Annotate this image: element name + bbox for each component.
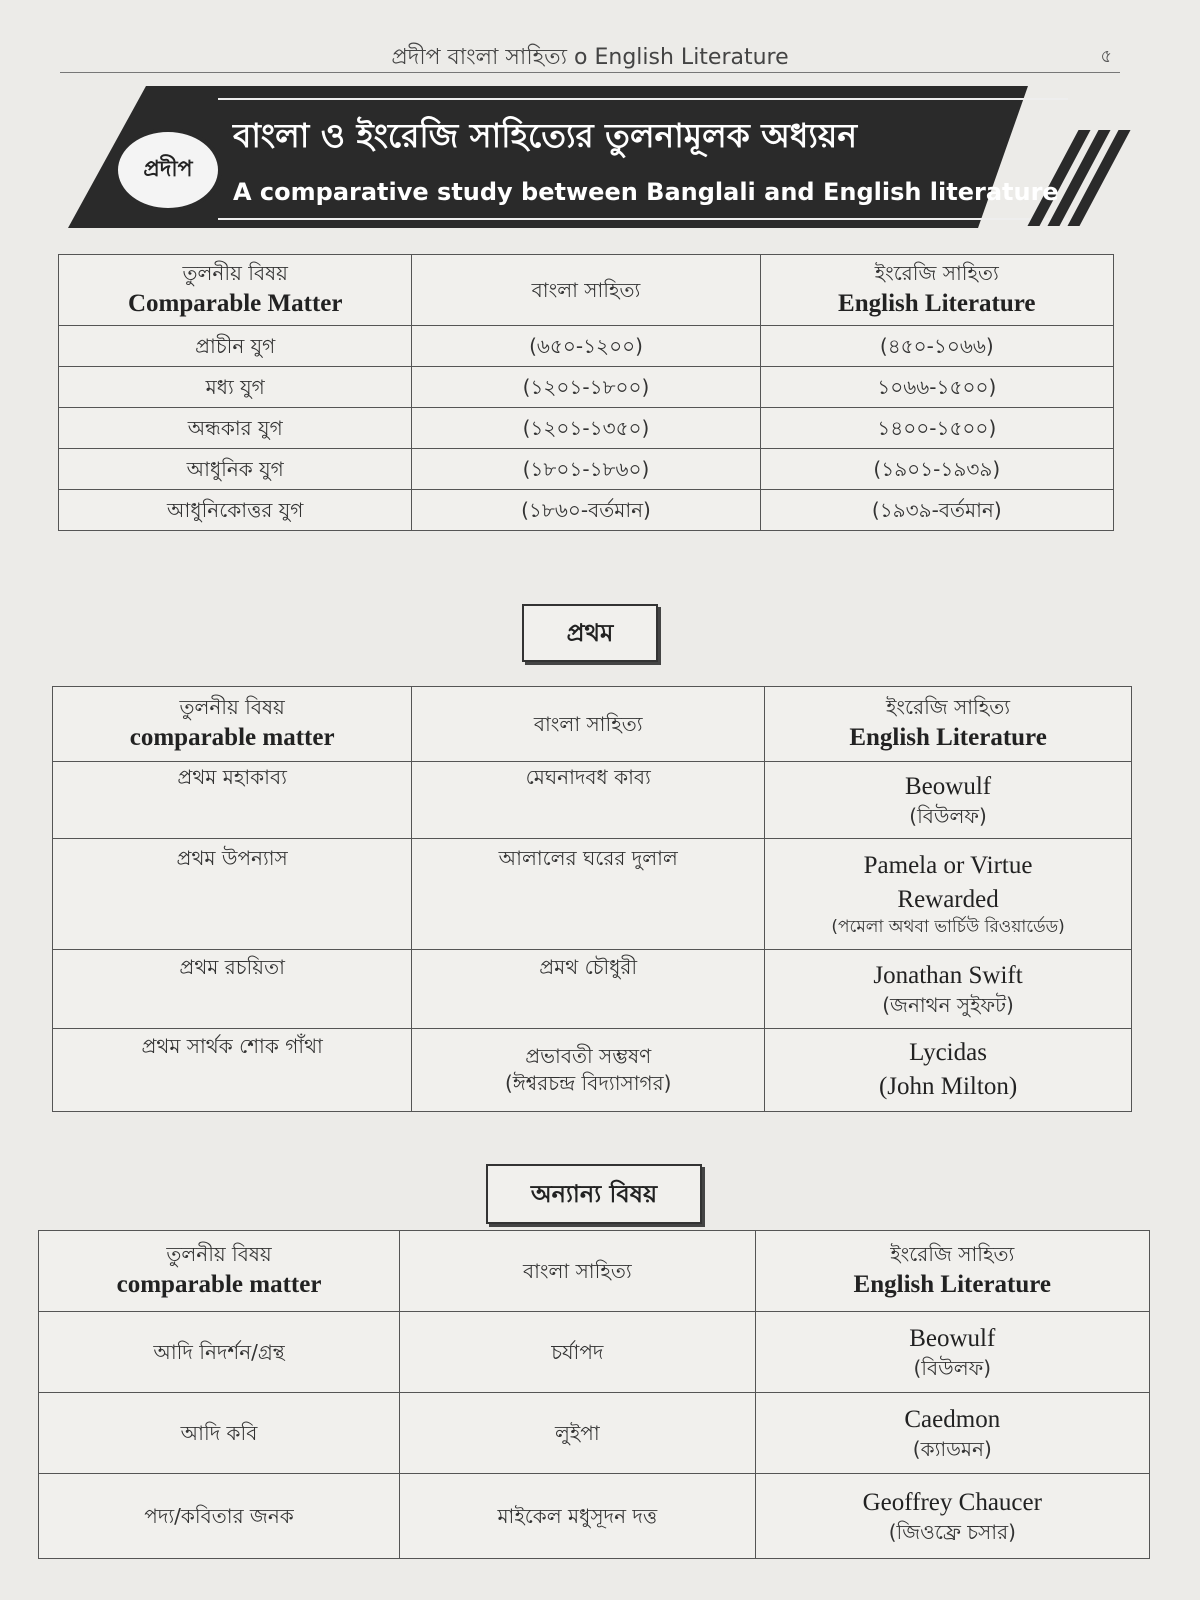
header-cell <box>39 1231 400 1312</box>
running-title: প্রদীপ বাংলা সাহিত্য o English Literature <box>391 45 789 70</box>
era-name: অন্ধকার যুগ <box>59 408 412 449</box>
section-heading-others: অন্যান্য বিষয় <box>486 1164 702 1224</box>
bangla-text: আলালের ঘরের দুলাল <box>498 846 678 870</box>
english-text-cont: Rewarded <box>897 885 999 913</box>
publisher-logo <box>114 128 222 212</box>
matter-cell <box>53 950 412 1029</box>
header-cell <box>59 255 412 326</box>
header-english-en: English Literature <box>849 723 1047 751</box>
header-cell <box>760 255 1113 326</box>
matter-text: প্রথম সার্থক শোক গাঁথা <box>141 1034 323 1058</box>
bangla-period: (১৮০১-১৮৬০) <box>412 449 760 490</box>
table-row <box>53 839 1132 950</box>
english-transliteration: (বিউলফ) <box>909 804 987 829</box>
english-cell <box>765 950 1132 1029</box>
header-cell <box>53 687 412 762</box>
page-number: ৫ <box>1100 46 1112 67</box>
bangla-text: প্রমথ চৌধুরী <box>539 955 638 979</box>
english-period: (৪৫০-১০৬৬) <box>760 326 1113 367</box>
matter-cell <box>53 839 412 950</box>
bangla-text: লুইপা <box>400 1393 756 1474</box>
banner-title-english: A comparative study between Banglali and English literature <box>233 178 1059 206</box>
english-text: Pamela or Virtue <box>863 851 1033 879</box>
banner-title-bangla: বাংলা ও ইংরেজি সাহিত্যের তুলনামূলক অধ্যয়ন <box>233 116 858 155</box>
header-matter-bn: তুলনীয় বিষয় <box>179 694 285 719</box>
running-header <box>60 38 1120 73</box>
bangla-period: (১২০১-১৩৫০) <box>412 408 760 449</box>
english-cell <box>765 1029 1132 1112</box>
english-author: (John Milton) <box>878 1073 1018 1100</box>
bangla-cell <box>412 950 765 1029</box>
table-row <box>53 762 1132 839</box>
english-text: Jonathan Swift <box>873 961 1023 989</box>
table-row <box>53 1029 1132 1112</box>
table-header-row <box>53 687 1132 762</box>
matter-text: প্রথম রচয়িতা <box>179 955 285 979</box>
era-name: প্রাচীন যুগ <box>59 326 412 367</box>
header-english-en: English Literature <box>853 1270 1052 1298</box>
header-matter-en: comparable matter <box>116 1270 322 1298</box>
matter-text: আদি কবি <box>39 1393 400 1474</box>
header-english-bn: ইংরেজি সাহিত্য <box>890 1241 1015 1266</box>
header-matter-en: comparable matter <box>129 723 335 751</box>
table-header-row <box>59 255 1114 326</box>
header-cell <box>765 687 1132 762</box>
bangla-cell <box>412 839 765 950</box>
table-row <box>39 1393 1150 1474</box>
table-row <box>59 367 1114 408</box>
table-row <box>59 326 1114 367</box>
bangla-text: মাইকেল মধুসূদন দত্ত <box>400 1474 756 1559</box>
header-bangla: বাংলা সাহিত্য <box>533 711 643 736</box>
matter-text: পদ্য/কবিতার জনক <box>39 1474 400 1559</box>
matter-text: প্রথম উপন্যাস <box>176 846 288 870</box>
english-cell <box>765 839 1132 950</box>
english-text: Beowulf <box>909 1324 996 1352</box>
header-cell <box>755 1231 1149 1312</box>
english-text: Lycidas <box>909 1039 987 1067</box>
bangla-text: চর্যাপদ <box>400 1312 756 1393</box>
era-name: আধুনিকোত্তর যুগ <box>59 490 412 531</box>
table-row <box>39 1474 1150 1559</box>
english-cell <box>755 1393 1149 1474</box>
english-cell <box>755 1474 1149 1559</box>
header-english-bn: ইংরেজি সাহিত্য <box>886 694 1011 719</box>
english-cell <box>765 762 1132 839</box>
header-english-en: English Literature <box>838 289 1036 317</box>
chapter-banner <box>68 86 1108 228</box>
english-transliteration: (পমেলা অথবা ভার্চিউ রিওয়ার্ডেড) <box>831 917 1065 938</box>
english-transliteration: (ক্যাডমন) <box>912 1437 992 1462</box>
bangla-period: (১৮৬০-বর্তমান) <box>412 490 760 531</box>
header-cell <box>412 687 765 762</box>
matter-cell <box>53 762 412 839</box>
english-text: Beowulf <box>905 772 992 800</box>
header-matter-bn: তুলনীয় বিষয় <box>166 1241 272 1266</box>
header-english-bn: ইংরেজি সাহিত্য <box>874 260 999 285</box>
table-row <box>53 950 1132 1029</box>
header-cell <box>412 255 760 326</box>
english-text: Caedmon <box>904 1405 1001 1433</box>
bangla-cell <box>412 762 765 839</box>
header-matter-bn: তুলনীয় বিষয় <box>182 260 288 285</box>
era-name: মধ্য যুগ <box>59 367 412 408</box>
logo-text: প্রদীপ <box>143 156 193 182</box>
english-transliteration: (জিওফ্রে চসার) <box>888 1520 1016 1545</box>
bangla-author: (ঈশ্বরচন্দ্র বিদ্যাসাগর) <box>504 1071 672 1095</box>
header-bangla: বাংলা সাহিত্য <box>531 277 641 302</box>
bangla-period: (১২০১-১৮০০) <box>412 367 760 408</box>
header-cell <box>400 1231 756 1312</box>
others-comparison-table <box>38 1230 1150 1559</box>
bangla-text: প্রভাবতী সম্ভষণ <box>525 1044 652 1068</box>
english-transliteration: (বিউলফ) <box>913 1356 992 1381</box>
table-header-row <box>39 1231 1150 1312</box>
bangla-text: মেঘনাদবধ কাব্য <box>525 765 651 789</box>
era-name: আধুনিক যুগ <box>59 449 412 490</box>
bangla-period: (৬৫০-১২০০) <box>412 326 760 367</box>
bangla-cell <box>412 1029 765 1112</box>
section-heading-first: প্রথম <box>522 604 658 662</box>
matter-text: আদি নিদর্শন/গ্রন্থ <box>39 1312 400 1393</box>
matter-text: প্রথম মহাকাব্য <box>177 765 287 789</box>
english-text: Geoffrey Chaucer <box>862 1488 1042 1516</box>
table-row <box>59 408 1114 449</box>
table-row <box>39 1312 1150 1393</box>
english-transliteration: (জনাথন সুইফট) <box>882 993 1014 1018</box>
header-bangla: বাংলা সাহিত্য <box>522 1258 632 1283</box>
era-comparison-table <box>58 254 1114 531</box>
english-period: ১৪০০-১৫০০) <box>760 408 1113 449</box>
header-matter-en: Comparable Matter <box>127 289 343 317</box>
english-period: ১০৬৬-১৫০০) <box>760 367 1113 408</box>
english-period: (১৯০১-১৯৩৯) <box>760 449 1113 490</box>
english-period: (১৯৩৯-বর্তমান) <box>760 490 1113 531</box>
table-row <box>59 490 1114 531</box>
firsts-comparison-table <box>52 686 1132 1112</box>
matter-cell <box>53 1029 412 1112</box>
table-row <box>59 449 1114 490</box>
english-cell <box>755 1312 1149 1393</box>
